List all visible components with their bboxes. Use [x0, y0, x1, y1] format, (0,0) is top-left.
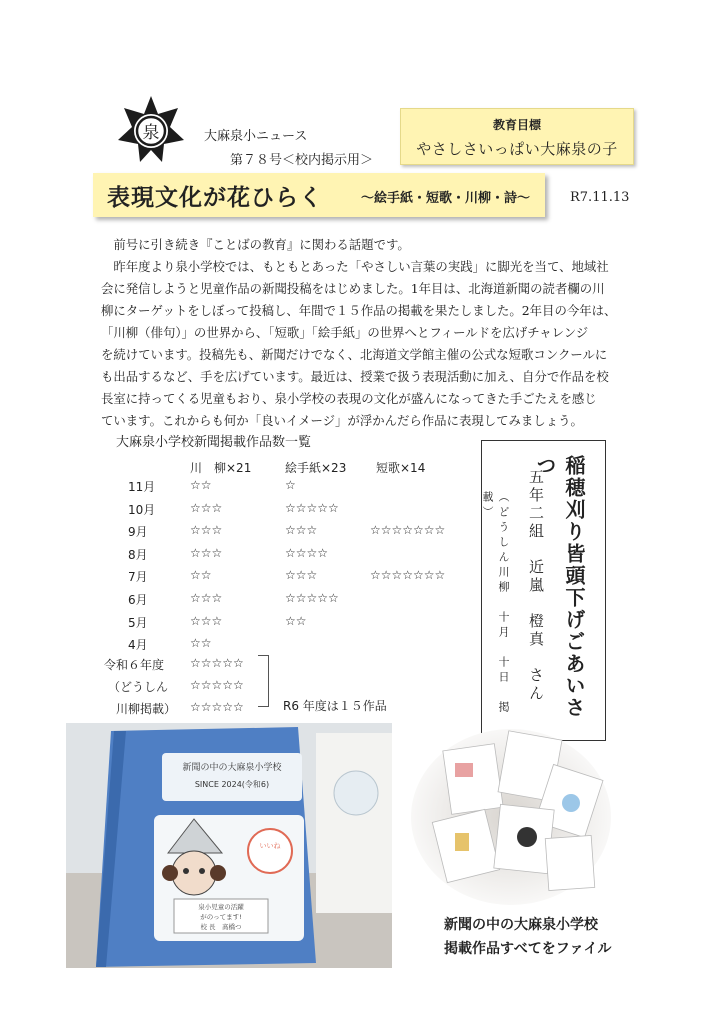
row-senryu-stars: ☆☆☆ [190, 591, 223, 605]
row-month: 6月 [128, 593, 148, 607]
body-line: 柳にターゲットをしぼって投稿し、年間で１５作品の掲載を果たしました。2年目の今年は、 [101, 303, 617, 318]
svg-text:泉: 泉 [142, 123, 160, 143]
featured-senryu-box [481, 440, 606, 741]
row-etegami-stars: ☆☆☆☆☆ [285, 500, 339, 515]
senryu-text: 稲穂刈り皆頭下げごあいさつ [533, 455, 586, 719]
row-senryu-stars: ☆☆☆ [190, 523, 223, 538]
row-senryu-stars: ☆☆ [190, 478, 212, 492]
row-senryu-stars: ☆☆☆ [190, 545, 223, 560]
binder-bubble-line3: 校 長 髙橋つ [200, 923, 242, 931]
body-line: 長室に持ってくる児童もおり、泉小学校の表現の文化が盛んになってきた手ごたえを感じ [101, 391, 597, 406]
r6-row-label: 川柳掲載） [116, 702, 177, 716]
body-line: ています。これからも何か「良いイメージ」が浮かんだら作品に表現してみましょう。 [101, 413, 583, 428]
r6-row-label: 令和６年度 [104, 658, 165, 672]
row-etegami-stars: ☆☆☆☆ [285, 545, 329, 560]
body-line: 前号に引き続き『ことばの教育』に関わる話題です。 [101, 237, 410, 252]
row-etegami-stars: ☆☆☆☆☆ [285, 591, 339, 605]
body-line: 昨年度より泉小学校では、もともとあった「やさしい言葉の実践」に脚光を当て、地域社 [101, 259, 609, 274]
goal-text: やさしさいっぱい大麻泉の子 [416, 140, 618, 158]
row-tanka-stars: ☆☆☆☆☆☆☆ [370, 523, 446, 538]
row-tanka-stars: ☆☆☆☆☆☆☆ [370, 568, 446, 583]
row-month: 4月 [128, 638, 148, 653]
newsletter-title: 大麻泉小ニュース [204, 129, 308, 144]
row-senryu-stars: ☆☆☆ [190, 500, 223, 515]
senryu-author: 五年二組 近嵐 橙真 さん [527, 469, 545, 703]
column-header-etegami: 絵手紙×23 [285, 461, 347, 475]
row-etegami-stars: ☆☆☆ [285, 523, 318, 538]
r6-row-label: （どうしん [108, 680, 169, 694]
r6-row-stars: ☆☆☆☆☆ [190, 678, 244, 692]
photo-caption-line1: 新聞の中の大麻泉小学校 [444, 917, 598, 933]
row-etegami-stars: ☆☆☆ [285, 568, 318, 583]
issue-date: R7.11.13 [570, 190, 630, 205]
binder-bubble-line2: がのってます! [200, 913, 242, 921]
r6-bracket [258, 655, 269, 707]
row-month: 11月 [128, 480, 156, 494]
row-senryu-stars: ☆☆☆ [190, 613, 223, 628]
row-month: 7月 [128, 570, 148, 585]
column-header-tanka: 短歌×14 [376, 461, 426, 475]
senryu-source: （どうしん川柳 十月 十日 掲載） [481, 491, 510, 716]
school-emblem-logo [116, 94, 186, 164]
row-month: 10月 [128, 502, 156, 517]
article-body [101, 234, 641, 432]
goal-label: 教育目標 [492, 118, 541, 132]
headline-subtitle: ～絵手紙・短歌・川柳・詩～ [361, 191, 531, 206]
row-etegami-stars: ☆ [285, 478, 296, 492]
row-month: 9月 [128, 525, 148, 540]
row-month: 5月 [128, 615, 148, 630]
binder-bubble-line1: 泉小児童の活躍 [198, 903, 244, 911]
photo-caption-line2: 掲載作品すべてをファイル [444, 941, 612, 957]
column-header-senryu: 川 柳×21 [190, 461, 252, 475]
row-etegami-stars: ☆☆ [285, 613, 307, 628]
education-goal-box [400, 108, 634, 165]
r6-note: R6 年度は１５作品 [283, 699, 387, 713]
headline-main: 表現文化が花ひらく [107, 185, 323, 211]
r6-row-stars: ☆☆☆☆☆ [190, 700, 244, 714]
issue-number: 第７８号＜校内掲示用＞ [230, 153, 374, 168]
body-line: も出品するなど、手を広げています。最近は、授業で扱う表現活動に加え、自分で作品を校 [101, 369, 609, 384]
row-month: 8月 [128, 547, 148, 562]
svg-text:いいね: いいね [259, 842, 281, 850]
body-line: 「川柳（俳句）」の世界から、「短歌」「絵手紙」の世界へとフィールドを広げチャレンジ [101, 325, 589, 340]
table-title: 大麻泉小学校新聞掲載作品数一覧 [116, 435, 312, 450]
binder-label-line1: 新聞の中の大麻泉小学校 [182, 763, 282, 773]
r6-row-stars: ☆☆☆☆☆ [190, 656, 244, 670]
headline-banner [93, 173, 545, 217]
body-line: を続けています。投稿先も、新聞だけでなく、北海道文学館主催の公式な短歌コンクールに [101, 347, 608, 362]
row-senryu-stars: ☆☆ [190, 568, 212, 583]
binder-photo [66, 723, 392, 968]
body-line: 会に発信しようと児童作品の新聞投稿をはじめました。1年目は、北海道新聞の読者欄の川 [101, 281, 605, 296]
cards-photo [411, 727, 611, 907]
binder-label-line2: SINCE 2024(令和6) [194, 780, 270, 789]
row-senryu-stars: ☆☆ [190, 636, 212, 651]
